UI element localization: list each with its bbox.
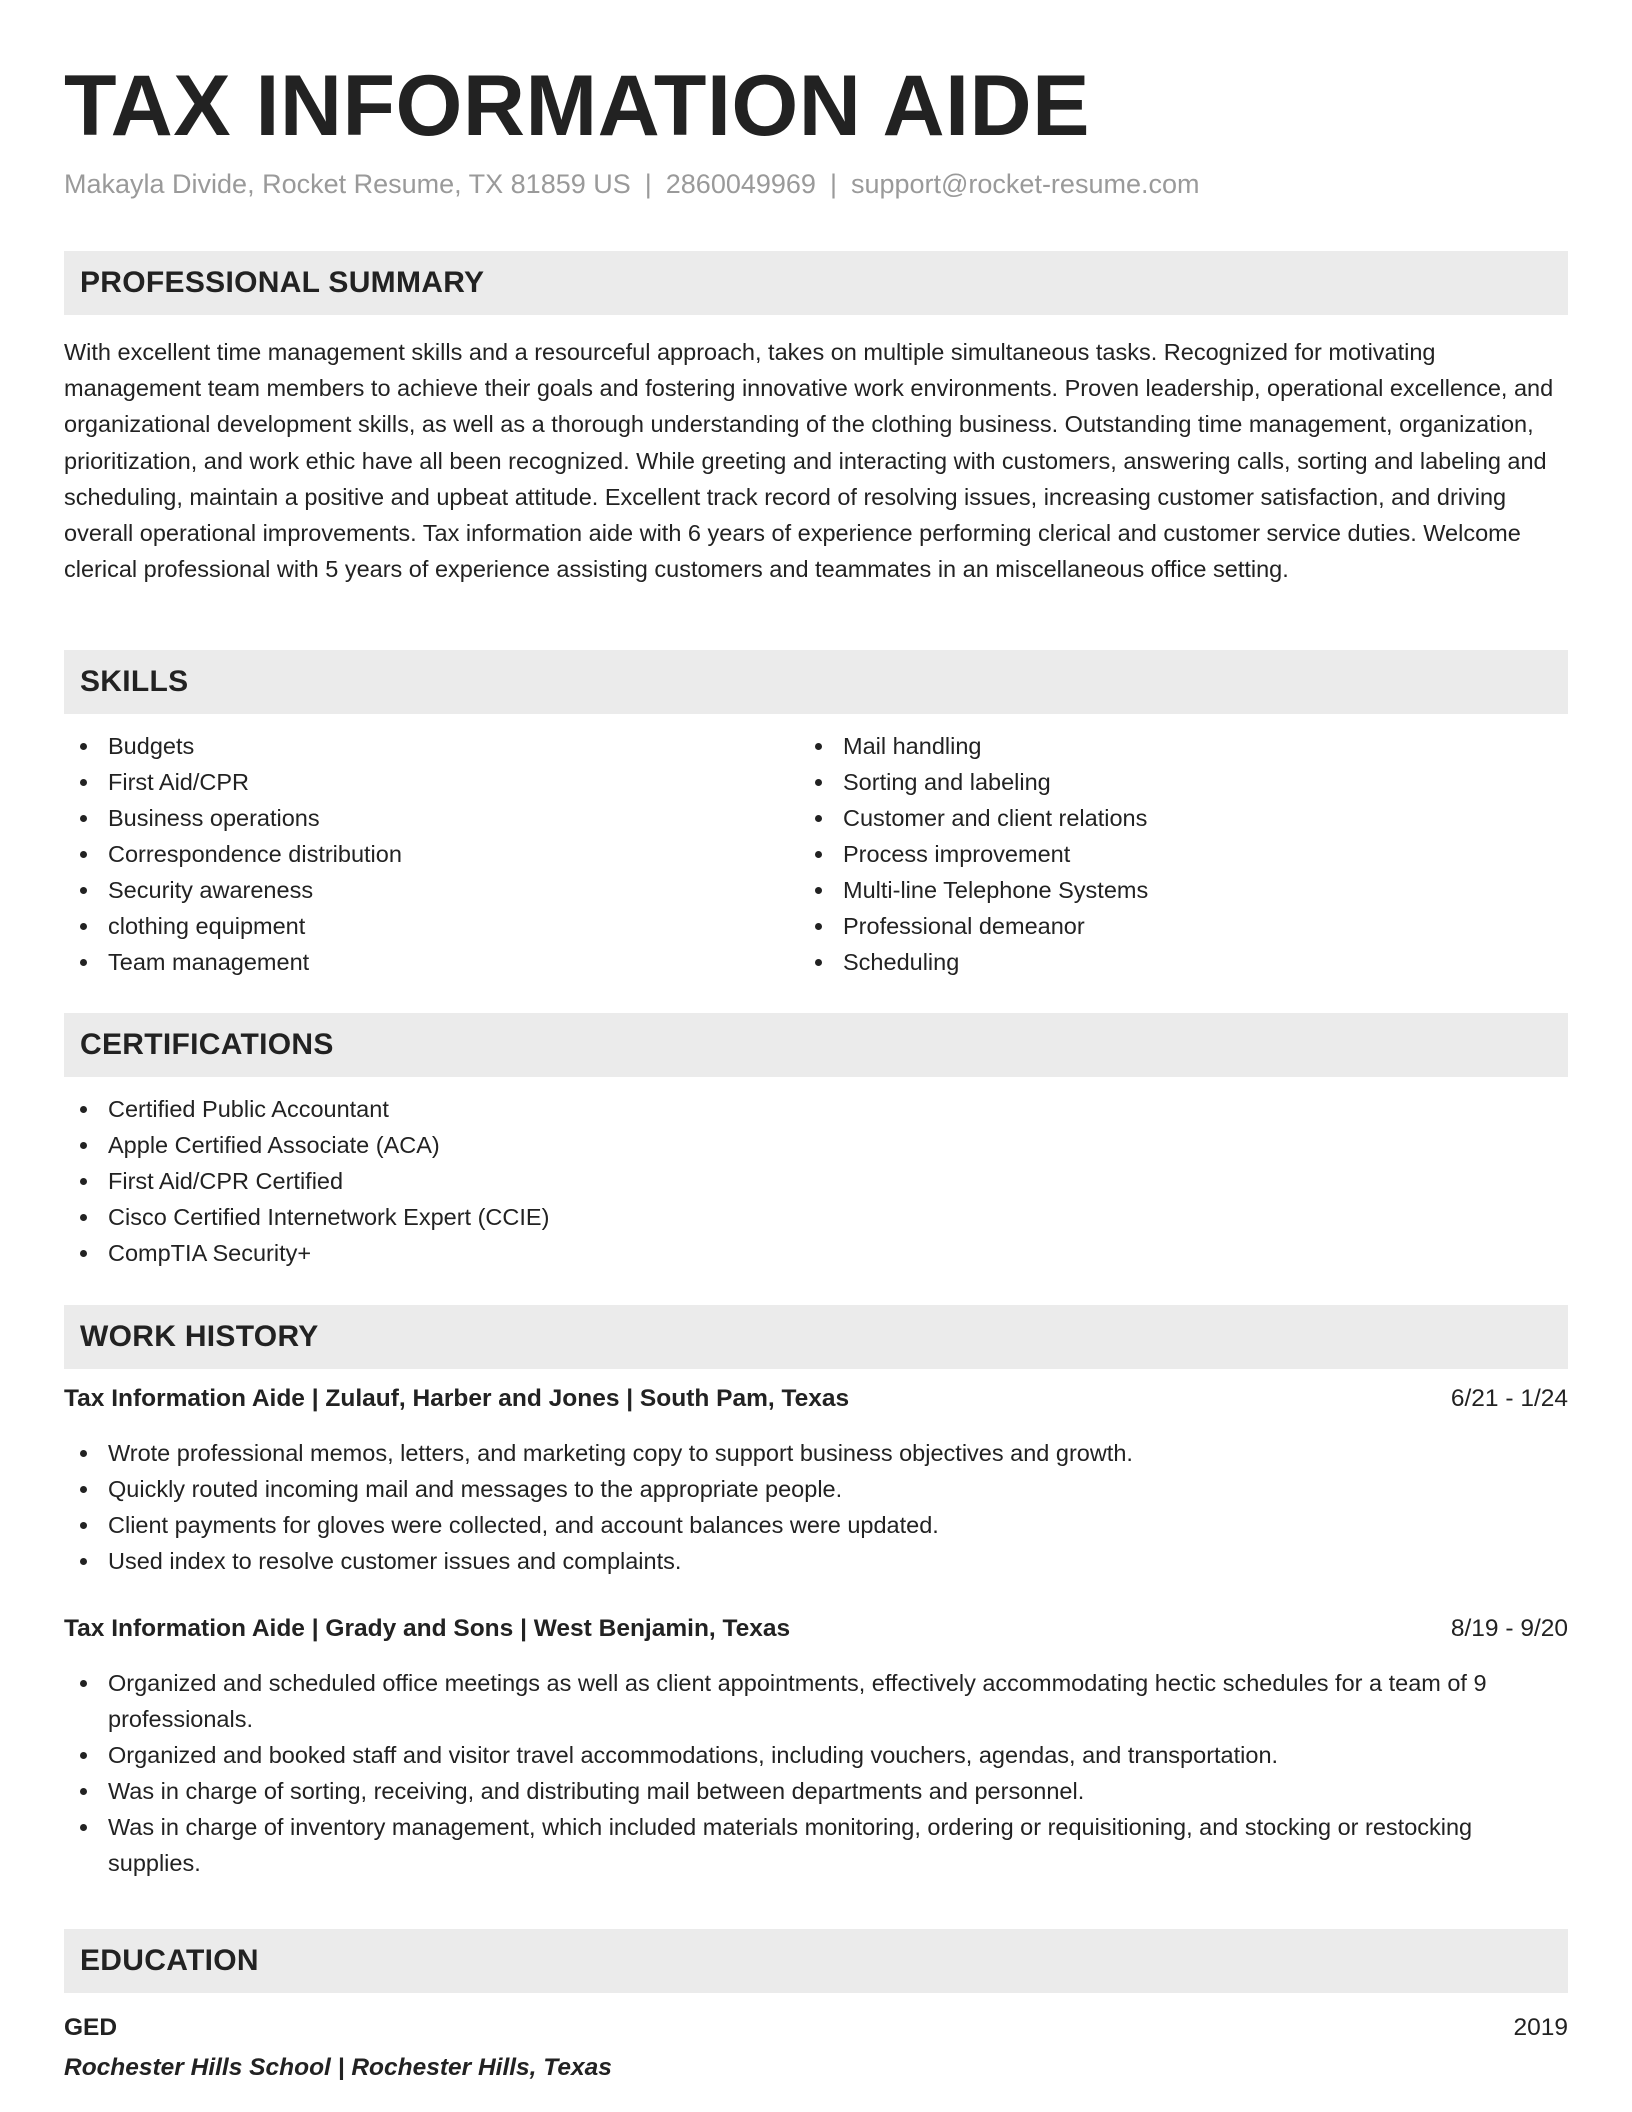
job-title: Tax Information Aide | Grady and Sons | West Benjamin, Texas — [64, 1615, 791, 1642]
job-bullet: Client payments for gloves were collected, and account balances were updated. — [64, 1507, 1568, 1543]
job-bullet: Was in charge of inventory management, which included materials monitoring, ordering or requisitioning, and stocking or restocking supplies. — [64, 1809, 1568, 1881]
section-header-education — [64, 1929, 1568, 1993]
contact-separator: | — [829, 169, 837, 199]
certification-item: Cisco Certified Internetwork Expert (CCIE) — [64, 1199, 1568, 1235]
certification-item: Certified Public Accountant — [64, 1091, 1568, 1127]
skill-item: Process improvement — [799, 836, 1559, 872]
job-bullets — [64, 1435, 1568, 1579]
skill-item: Team management — [64, 944, 804, 980]
skills-list-right — [799, 728, 1559, 980]
education-school: Rochester Hills School | Rochester Hills, Texas — [64, 2054, 612, 2081]
education-degree: GED — [64, 2014, 118, 2041]
skill-item: Professional demeanor — [799, 908, 1559, 944]
job-heading — [64, 1381, 1568, 1417]
skill-item: Mail handling — [799, 728, 1559, 764]
resume-title: TAX INFORMATION AIDE — [64, 58, 1091, 154]
job-bullet: Organized and scheduled office meetings as well as client appointments, effectively accommodating hectic schedules for a team of 9 professionals. — [64, 1665, 1568, 1737]
job-bullet: Quickly routed incoming mail and messages to the appropriate people. — [64, 1471, 1568, 1507]
job-title: Tax Information Aide | Zulauf, Harber and Jones | South Pam, Texas — [64, 1385, 850, 1412]
section-header-work-history — [64, 1305, 1568, 1369]
job-heading — [64, 1611, 1568, 1647]
job-bullet: Organized and booked staff and visitor travel accommodations, including vouchers, agendas, and transportation. — [64, 1737, 1568, 1773]
skill-item: Business operations — [64, 800, 804, 836]
job-bullet: Wrote professional memos, letters, and marketing copy to support business objectives and growth. — [64, 1435, 1568, 1471]
education-heading — [64, 2010, 1568, 2046]
skill-item: Security awareness — [64, 872, 804, 908]
skill-item: clothing equipment — [64, 908, 804, 944]
job-bullets — [64, 1665, 1568, 1881]
job-dates: 6/21 - 1/24 — [1450, 1385, 1568, 1412]
skill-item: Scheduling — [799, 944, 1559, 980]
section-title-education: EDUCATION — [80, 1944, 259, 1977]
skill-item: Multi-line Telephone Systems — [799, 872, 1559, 908]
education-year: 2019 — [1513, 2014, 1568, 2041]
section-title-skills: SKILLS — [80, 665, 189, 698]
section-title-work-history: WORK HISTORY — [80, 1320, 319, 1353]
contact-phone: 2860049969 — [665, 169, 816, 199]
section-title-certifications: CERTIFICATIONS — [80, 1028, 334, 1061]
section-title-summary: PROFESSIONAL SUMMARY — [80, 266, 485, 299]
skill-item: Sorting and labeling — [799, 764, 1559, 800]
certification-item: First Aid/CPR Certified — [64, 1163, 1568, 1199]
skill-item: Customer and client relations — [799, 800, 1559, 836]
summary-paragraph: With excellent time management skills and a resourceful approach, takes on multiple simultaneous tasks. Recognized for motivating management team members to achieve their goals and fostering innovative work environments. Proven leadership, operational excellence, and organizational development skills, as well as a thorough understanding of the clothing business. Outstanding time management, organization, prioritization, and work ethic have all been recognized. While greeting and interacting with customers, answering calls, sorting and labeling and scheduling, maintain a positive and upbeat attitude. Excellent track record of resolving issues, increasing customer satisfaction, and driving overall operational improvements. Tax information aide with 6 years of experience performing clerical and customer service duties. Welcome clerical professional with 5 years of experience assisting customers and teammates in an miscellaneous office setting. — [64, 339, 1554, 583]
section-header-certifications — [64, 1013, 1568, 1077]
section-header-summary — [64, 251, 1568, 315]
skill-item: Budgets — [64, 728, 804, 764]
job-dates: 8/19 - 9/20 — [1450, 1615, 1568, 1642]
certification-item: CompTIA Security+ — [64, 1235, 1568, 1271]
job-bullet: Used index to resolve customer issues and complaints. — [64, 1543, 1568, 1579]
skill-item: First Aid/CPR — [64, 764, 804, 800]
job-bullet: Was in charge of sorting, receiving, and distributing mail between departments and personnel. — [64, 1773, 1568, 1809]
section-header-skills — [64, 650, 1568, 714]
contact-line — [64, 164, 1199, 204]
skill-item: Correspondence distribution — [64, 836, 804, 872]
skills-list-left — [64, 728, 804, 980]
certification-item: Apple Certified Associate (ACA) — [64, 1127, 1568, 1163]
contact-address: Makayla Divide, Rocket Resume, TX 81859 US — [64, 169, 631, 199]
certifications-list — [64, 1091, 1568, 1271]
contact-separator: | — [644, 169, 652, 199]
contact-email: support@rocket-resume.com — [850, 169, 1200, 199]
